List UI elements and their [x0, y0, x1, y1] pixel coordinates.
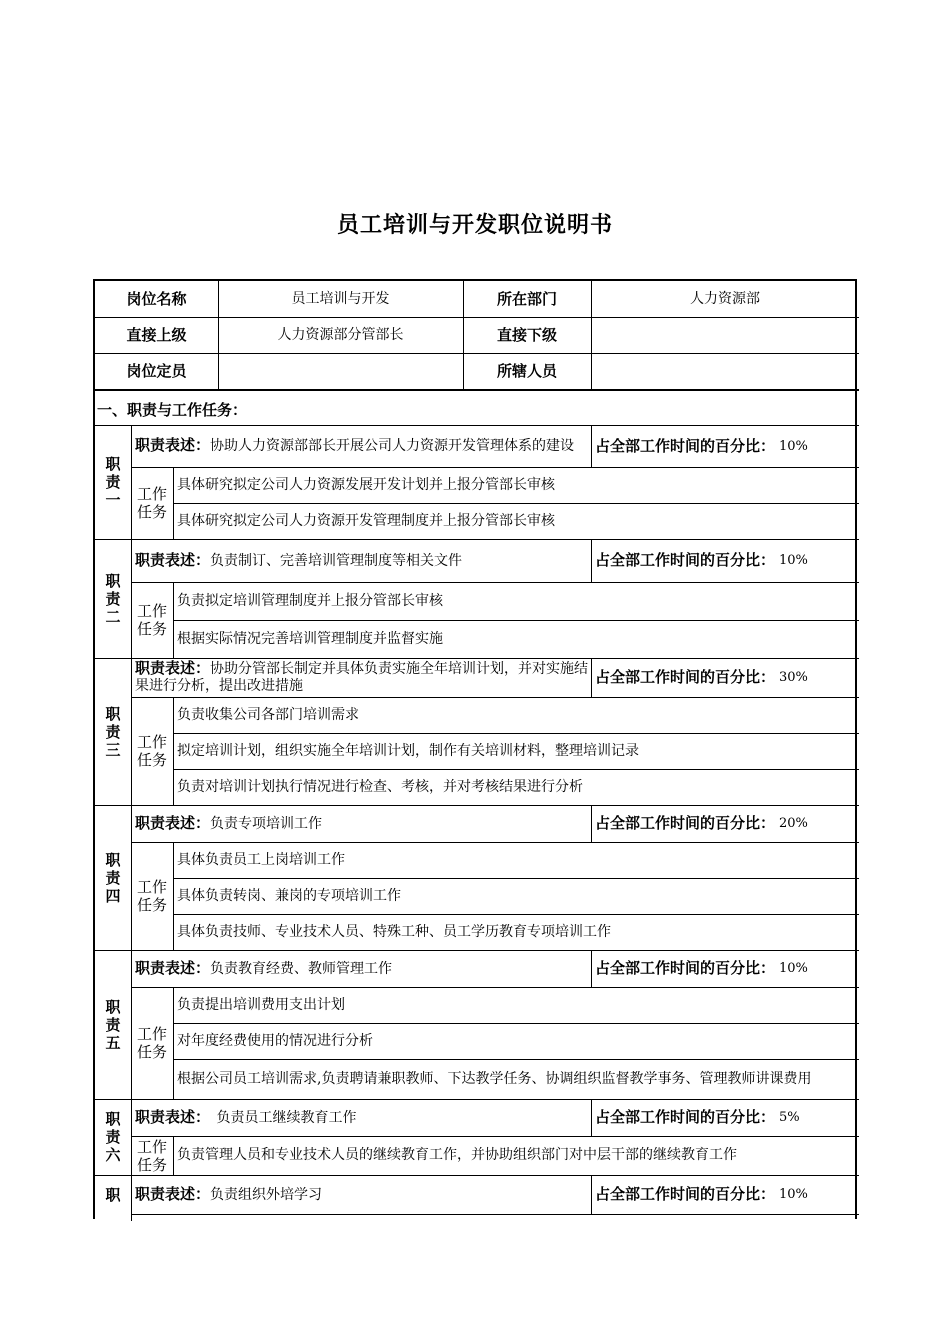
time-percentage — [591, 658, 859, 697]
work-task-label — [131, 987, 173, 1099]
field-label: 岗位定员 — [126, 361, 187, 380]
time-percentage — [591, 1099, 859, 1136]
duty-name-char: 六 — [105, 1146, 121, 1164]
duty-description-text — [135, 1109, 357, 1127]
work-task-label-char: 任务 — [136, 1155, 167, 1174]
duty-description — [131, 1175, 591, 1214]
duty-description-text — [135, 815, 322, 833]
duty-name-char: 一 — [105, 491, 121, 509]
duty-name-char: 职 — [105, 1186, 121, 1204]
description-text: 负责员工继续教育工作 — [202, 1109, 357, 1126]
description-label: 职责表述： — [135, 958, 211, 977]
description-label: 职责表述： — [135, 550, 211, 569]
duty-name-char: 职 — [105, 455, 121, 473]
work-task-label-char: 工作 — [136, 485, 167, 503]
job-description-table — [93, 279, 857, 1219]
duty-name — [95, 805, 131, 950]
duty-name-char: 三 — [105, 740, 121, 759]
percentage-value: 10% — [779, 553, 808, 568]
percentage-label: 占全部工作时间的百分比： — [595, 959, 776, 977]
task-item: 具体负责员工上岗培训工作 — [177, 851, 345, 868]
duty-description-text — [135, 437, 574, 455]
duty-name — [95, 1099, 131, 1175]
task-item: 负责提出培训费用支出计划 — [177, 996, 345, 1013]
task-item: 具体负责技师、专业技术人员、特殊工种、员工学历教育专项培训工作 — [177, 923, 611, 940]
table-rule — [463, 317, 464, 353]
work-task-label — [131, 582, 173, 658]
description-label: 职责表述： — [135, 1107, 203, 1126]
duty-description-text — [135, 1186, 322, 1204]
duty-name — [95, 1175, 131, 1221]
duty-description — [131, 950, 591, 987]
task-item: 根据公司员工培训需求,负责聘请兼职教师、下达教学任务、协调组织监督教学事务、管理教师讲课费用 — [177, 1070, 812, 1087]
percentage-label: 占全部工作时间的百分比： — [595, 436, 776, 455]
duty-name-char: 责 — [105, 722, 121, 741]
duty-name — [95, 950, 131, 1099]
duty-name — [95, 425, 131, 539]
duty-name-char: 责 — [105, 1015, 121, 1034]
task-item: 具体研究拟定公司人力资源发展开发计划并上报分管部长审核 — [177, 476, 555, 493]
duty-name-char: 责 — [105, 473, 121, 491]
time-percentage — [591, 805, 859, 842]
field-value: 人力资源部分管部长 — [277, 326, 404, 343]
field-value: 员工培训与开发 — [291, 290, 390, 307]
duty-description — [131, 805, 591, 842]
table-rule — [218, 317, 219, 353]
duty-name-char: 职 — [105, 1110, 121, 1128]
percentage-value: 20% — [779, 816, 808, 831]
field-label: 所辖人员 — [496, 361, 557, 380]
percentage-label: 占全部工作时间的百分比： — [595, 814, 776, 832]
field-label: 直接下级 — [496, 325, 557, 344]
percentage-value: 5% — [779, 1110, 800, 1125]
duty-description-text — [135, 660, 589, 695]
duty-description — [131, 658, 591, 697]
task-item: 负责收集公司各部门培训需求 — [177, 706, 359, 723]
work-task-label — [131, 467, 173, 539]
duty-name-char: 职 — [105, 704, 121, 723]
work-task-label-char: 任务 — [136, 503, 167, 521]
work-task-label-char: 工作 — [136, 878, 167, 896]
work-task-label-char: 工作 — [136, 733, 167, 751]
work-task-label — [131, 1136, 173, 1175]
table-rule — [131, 1214, 859, 1215]
description-text: 协助人力资源部部长开展公司人力资源开发管理体系的建设 — [210, 438, 575, 454]
duty-name-char: 职 — [105, 997, 121, 1016]
description-text: 负责制订、完善培训管理制度等相关文件 — [210, 552, 463, 569]
task-item: 具体研究拟定公司人力资源开发管理制度并上报分管部长审核 — [177, 512, 555, 529]
work-task-label-char: 任务 — [136, 1043, 167, 1061]
percentage-label: 占全部工作时间的百分比： — [595, 1185, 776, 1203]
percentage-value: 10% — [779, 961, 808, 976]
table-rule — [463, 281, 464, 317]
task-item: 负责拟定培训管理制度并上报分管部长审核 — [177, 592, 443, 609]
duty-description — [131, 539, 591, 582]
task-item: 根据实际情况完善培训管理制度并监督实施 — [177, 630, 443, 647]
duty-description — [131, 425, 591, 467]
description-label: 职责表述： — [135, 659, 211, 677]
work-task-label-char: 工作 — [136, 1137, 167, 1156]
task-item: 具体负责转岗、兼岗的专项培训工作 — [177, 887, 401, 904]
duty-name-char: 五 — [105, 1033, 121, 1052]
table-rule — [218, 281, 219, 317]
field-value — [218, 353, 463, 389]
task-item: 拟定培训计划，组织实施全年培训计划，制作有关培训材料，整理培训记录 — [177, 742, 639, 759]
field-label: 直接上级 — [126, 325, 187, 344]
duty-name — [95, 658, 131, 805]
table-rule — [591, 353, 592, 389]
description-label: 职责表述： — [135, 813, 211, 832]
table-rule — [591, 281, 592, 317]
time-percentage — [591, 1175, 859, 1214]
table-rule — [463, 353, 464, 389]
percentage-value: 10% — [779, 438, 808, 454]
table-rule — [95, 353, 859, 354]
time-percentage — [591, 425, 859, 467]
percentage-label: 占全部工作时间的百分比： — [595, 1108, 776, 1126]
task-item: 负责管理人员和专业技术人员的继续教育工作，并协助组织部门对中层干部的继续教育工作 — [177, 1147, 737, 1163]
description-text: 负责教育经费、教师管理工作 — [210, 960, 393, 977]
field-value: 人力资源部 — [690, 290, 760, 307]
task-item: 负责对培训计划执行情况进行检查、考核，并对考核结果进行分析 — [177, 778, 583, 795]
duty-description — [131, 1099, 591, 1136]
description-text: 协助分管部长制定并具体负责实施全年培训计划，并对实施结果进行分析，提出改进措施 — [135, 661, 589, 694]
work-task-label-char: 任务 — [136, 620, 167, 638]
work-task-label-char: 任务 — [136, 751, 167, 769]
percentage-value: 10% — [779, 1187, 808, 1202]
description-text: 负责专项培训工作 — [210, 815, 323, 832]
duty-name-char: 责 — [105, 1128, 121, 1146]
percentage-label: 占全部工作时间的百分比： — [595, 551, 776, 569]
table-rule — [95, 317, 859, 318]
field-value — [591, 353, 859, 389]
duty-name — [95, 539, 131, 658]
work-task-label-char: 工作 — [136, 1025, 167, 1043]
description-label: 职责表述： — [135, 436, 211, 454]
work-task-label-char: 工作 — [136, 602, 167, 620]
work-task-label — [131, 697, 173, 805]
section-heading: 一、职责与工作任务： — [97, 401, 248, 419]
duty-name-char: 二 — [105, 607, 121, 626]
time-percentage — [591, 539, 859, 582]
work-task-label — [131, 842, 173, 950]
duty-description-text — [135, 552, 462, 570]
table-rule — [591, 317, 592, 353]
duty-name-char: 责 — [105, 589, 121, 608]
field-value — [591, 317, 859, 353]
page-title: 员工培训与开发职位说明书 — [336, 213, 613, 238]
table-rule — [218, 353, 219, 389]
task-item: 对年度经费使用的情况进行分析 — [177, 1032, 373, 1049]
description-text: 负责组织外培学习 — [210, 1186, 323, 1203]
duty-name-char: 责 — [105, 868, 121, 887]
duty-description-text — [135, 960, 392, 978]
description-label: 职责表述： — [135, 1184, 211, 1203]
duty-name-char: 四 — [105, 886, 121, 905]
work-task-label-char: 任务 — [136, 896, 167, 914]
percentage-label: 占全部工作时间的百分比： — [595, 668, 776, 686]
field-label: 所在部门 — [496, 289, 557, 308]
duty-name-char: 职 — [105, 571, 121, 590]
percentage-value: 30% — [779, 670, 808, 685]
field-label: 岗位名称 — [126, 289, 187, 308]
time-percentage — [591, 950, 859, 987]
duty-name-char: 职 — [105, 850, 121, 869]
